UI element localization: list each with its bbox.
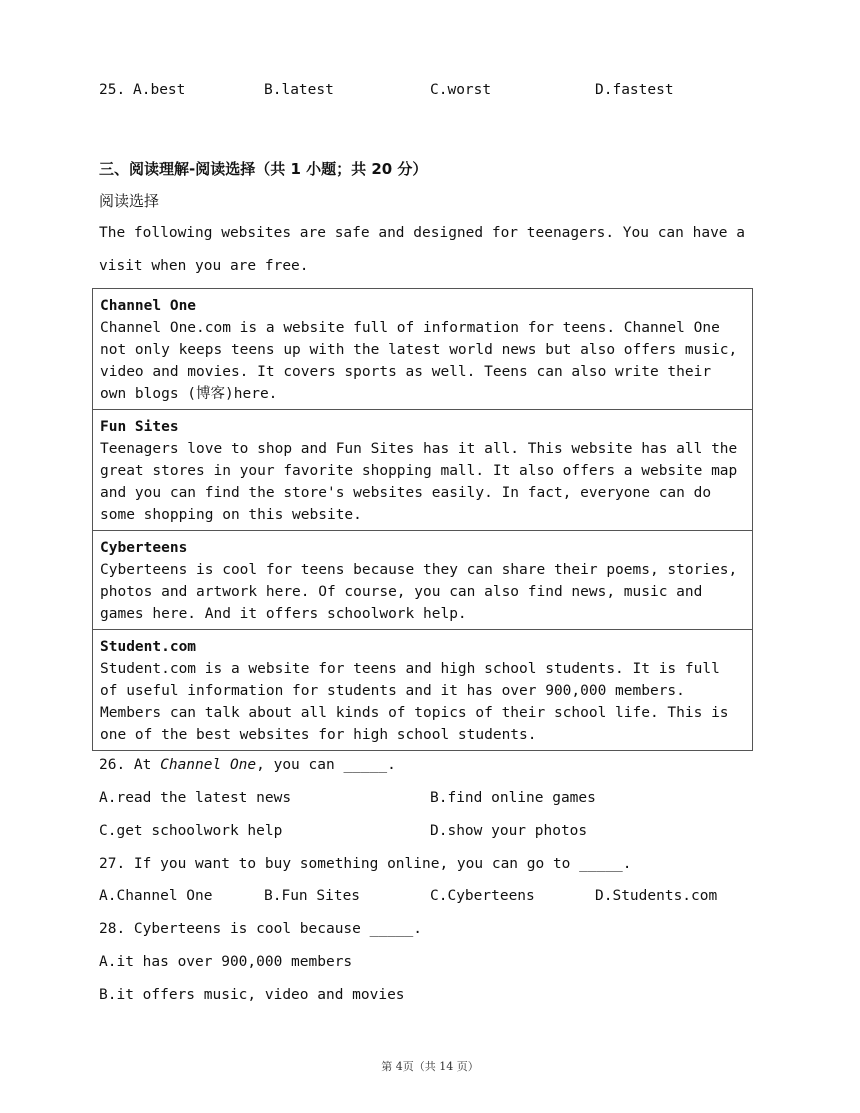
site-description: Teenagers love to shop and Fun Sites has it all. This website has all the great stores in your favorite shopping mall. It also offers a website map and you can find the store's websites easily. In fact, everyone can do some shopping on this website. — [100, 441, 738, 523]
site-row-student-com — [93, 630, 753, 751]
site-cell — [93, 630, 753, 751]
option-d: D.Students.com — [595, 888, 718, 904]
question-28-stem: 28. Cyberteens is cool because _____. — [99, 921, 423, 937]
site-name: Fun Sites — [100, 419, 179, 435]
stem-italic: Channel One — [160, 757, 257, 773]
page-footer: 第 4页（共 14 页） — [381, 1060, 479, 1073]
section-label: 阅读选择 — [99, 192, 160, 210]
option-b: B.latest — [264, 82, 334, 98]
option-a: A.read the latest news — [99, 790, 292, 806]
websites-table — [92, 288, 753, 751]
stem-suffix: , you can _____. — [256, 757, 396, 773]
option-b: B.find online games — [430, 790, 596, 806]
site-name: Cyberteens — [100, 540, 188, 556]
option-a: A.it has over 900,000 members — [99, 954, 353, 970]
question-27-stem: 27. If you want to buy something online, you can go to _____. — [99, 856, 632, 872]
site-name: Channel One — [100, 298, 197, 314]
option-b: B.Fun Sites — [264, 888, 361, 904]
passage-intro-line-2: visit when you are free. — [99, 258, 309, 274]
passage-intro-line-1: The following websites are safe and designed for teenagers. You can have a — [99, 225, 746, 241]
stem-prefix: 26. At — [99, 757, 161, 773]
option-c: C.get schoolwork help — [99, 823, 283, 839]
site-description: Cyberteens is cool for teens because they can share their poems, stories, photos and artwork here. Of course, you can also find news, music and games here. And it offers schoolwork help. — [100, 562, 738, 622]
option-c: C.worst — [430, 82, 492, 98]
site-name: Student.com — [100, 639, 197, 655]
option-c: C.Cyberteens — [430, 888, 535, 904]
site-cell — [93, 410, 753, 531]
question-number: 25. — [99, 82, 126, 98]
site-cell — [93, 289, 753, 410]
site-row-fun-sites — [93, 410, 753, 531]
option-b: B.it offers music, video and movies — [99, 987, 405, 1003]
site-cell — [93, 531, 753, 630]
option-a: A.Channel One — [99, 888, 213, 904]
question-26-stem — [99, 757, 396, 773]
site-row-cyberteens — [93, 531, 753, 630]
site-description: Channel One.com is a website full of information for teens. Channel One not only keeps teens up with the latest world news but also offers music, video and movies. It covers sports as well. Teens can also write their own blogs (博客)here. — [100, 320, 738, 402]
option-d: D.show your photos — [430, 823, 588, 839]
site-row-channel-one — [93, 289, 753, 410]
option-d: D.fastest — [595, 82, 674, 98]
site-description: Student.com is a website for teens and high school students. It is full of useful information for students and it has over 900,000 members. Members can talk about all kinds of topics of their school life. This is one of the best websites for high school students. — [100, 661, 729, 743]
section-title: 三、阅读理解-阅读选择（共 1 小题；共 20 分） — [99, 160, 428, 178]
option-a: A.best — [133, 82, 186, 98]
